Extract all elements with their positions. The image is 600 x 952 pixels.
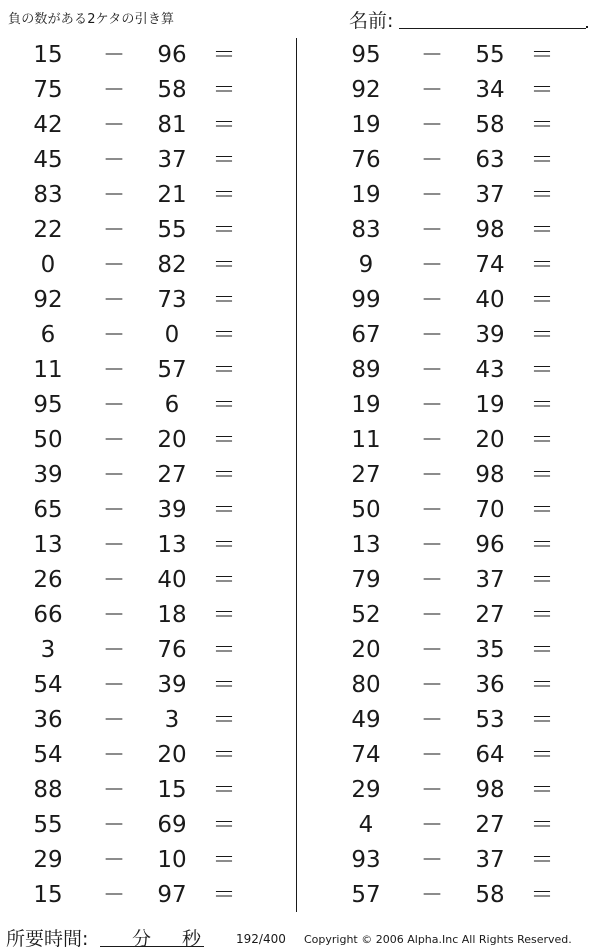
minuend: 55 (33, 812, 63, 838)
problem-row (336, 738, 556, 773)
problem-row (336, 808, 556, 843)
minus-sign: － (102, 673, 125, 698)
problem-row (336, 388, 556, 423)
problem-row (336, 423, 556, 458)
equals-sign: ＝ (530, 252, 554, 278)
subtrahend: 96 (475, 532, 505, 558)
minus-sign: － (102, 183, 125, 208)
problem-row (18, 178, 238, 213)
subtrahend: 76 (157, 637, 187, 663)
equals-sign: ＝ (212, 532, 236, 558)
minuend: 80 (351, 672, 381, 698)
minus-sign: － (102, 428, 125, 453)
minus-sign: － (102, 498, 125, 523)
minus-sign: － (102, 778, 125, 803)
problem-row (336, 248, 556, 283)
problem-row (18, 493, 238, 528)
minuend: 95 (33, 392, 63, 418)
problem-row (18, 143, 238, 178)
problem-row (18, 528, 238, 563)
minuend: 6 (40, 322, 56, 348)
minuend: 92 (351, 77, 381, 103)
problem-row (18, 738, 238, 773)
minus-sign: － (102, 43, 125, 68)
subtrahend: 57 (157, 357, 187, 383)
equals-sign: ＝ (212, 287, 236, 313)
equals-sign: ＝ (212, 497, 236, 523)
subtrahend: 64 (475, 742, 505, 768)
subtrahend: 58 (475, 882, 505, 908)
problem-row (18, 283, 238, 318)
minus-sign: － (420, 463, 443, 488)
problem-row (336, 528, 556, 563)
minuend: 13 (33, 532, 63, 558)
subtrahend: 35 (475, 637, 505, 663)
problem-row (18, 458, 238, 493)
subtrahend: 53 (475, 707, 505, 733)
minuend: 79 (351, 567, 381, 593)
name-underline (399, 28, 586, 29)
equals-sign: ＝ (212, 672, 236, 698)
subtrahend: 0 (164, 322, 180, 348)
problem-row (336, 493, 556, 528)
minus-sign: － (420, 183, 443, 208)
minuend: 88 (33, 777, 63, 803)
equals-sign: ＝ (530, 77, 554, 103)
minus-sign: － (102, 323, 125, 348)
minuend: 89 (351, 357, 381, 383)
minutes-unit: 分 (132, 928, 152, 950)
minuend: 19 (351, 392, 381, 418)
equals-sign: ＝ (212, 322, 236, 348)
subtrahend: 15 (157, 777, 187, 803)
minus-sign: － (102, 148, 125, 173)
problem-row (18, 773, 238, 808)
copyright-notice: Copyright © 2006 Alpha.Inc All Rights Reserved. (304, 933, 572, 946)
minuend: 75 (33, 77, 63, 103)
subtrahend: 6 (164, 392, 180, 418)
problem-row (18, 213, 238, 248)
equals-sign: ＝ (212, 847, 236, 873)
problem-row (18, 633, 238, 668)
subtrahend: 98 (475, 462, 505, 488)
name-label: 名前: (349, 10, 394, 32)
minus-sign: － (102, 813, 125, 838)
minus-sign: － (102, 883, 125, 908)
subtrahend: 37 (475, 567, 505, 593)
problem-row (336, 143, 556, 178)
problem-row (336, 878, 556, 913)
minus-sign: － (102, 393, 125, 418)
minus-sign: － (420, 253, 443, 278)
minuend: 57 (351, 882, 381, 908)
problem-row (336, 213, 556, 248)
equals-sign: ＝ (212, 462, 236, 488)
subtrahend: 69 (157, 812, 187, 838)
problem-row (336, 598, 556, 633)
equals-sign: ＝ (212, 567, 236, 593)
footer (0, 920, 600, 952)
minus-sign: － (102, 603, 125, 628)
minuend: 52 (351, 602, 381, 628)
minuend: 9 (358, 252, 374, 278)
minus-sign: － (420, 638, 443, 663)
minuend: 39 (33, 462, 63, 488)
minuend: 3 (40, 637, 56, 663)
minuend: 22 (33, 217, 63, 243)
minuend: 0 (40, 252, 56, 278)
minus-sign: － (420, 568, 443, 593)
subtrahend: 98 (475, 217, 505, 243)
minus-sign: － (420, 288, 443, 313)
subtrahend: 74 (475, 252, 505, 278)
minus-sign: － (102, 253, 125, 278)
subtrahend: 27 (475, 602, 505, 628)
equals-sign: ＝ (212, 707, 236, 733)
subtrahend: 34 (475, 77, 505, 103)
subtrahend: 82 (157, 252, 187, 278)
equals-sign: ＝ (530, 602, 554, 628)
seconds-unit: 秒 (182, 928, 202, 950)
minus-sign: － (420, 358, 443, 383)
minus-sign: － (420, 428, 443, 453)
problem-row (18, 248, 238, 283)
equals-sign: ＝ (212, 812, 236, 838)
minus-sign: － (102, 568, 125, 593)
problem-row (336, 703, 556, 738)
equals-sign: ＝ (530, 322, 554, 348)
subtrahend: 81 (157, 112, 187, 138)
problem-row (18, 878, 238, 913)
subtrahend: 40 (475, 287, 505, 313)
minus-sign: － (102, 848, 125, 873)
problem-row (18, 73, 238, 108)
minuend: 49 (351, 707, 381, 733)
page-number: 192/400 (236, 932, 286, 946)
subtrahend: 20 (157, 427, 187, 453)
minuend: 15 (33, 882, 63, 908)
subtrahend: 19 (475, 392, 505, 418)
equals-sign: ＝ (212, 182, 236, 208)
subtrahend: 70 (475, 497, 505, 523)
minuend: 29 (351, 777, 381, 803)
subtrahend: 58 (475, 112, 505, 138)
worksheet-title: 負の数がある2ケタの引き算 (8, 12, 175, 27)
minuend: 76 (351, 147, 381, 173)
problem-row (336, 773, 556, 808)
minus-sign: － (420, 218, 443, 243)
minuend: 74 (351, 742, 381, 768)
minus-sign: － (102, 288, 125, 313)
problem-row (18, 808, 238, 843)
time-label: 所要時間: (6, 928, 89, 950)
equals-sign: ＝ (212, 357, 236, 383)
problem-row (336, 633, 556, 668)
equals-sign: ＝ (530, 637, 554, 663)
minus-sign: － (102, 743, 125, 768)
equals-sign: ＝ (530, 427, 554, 453)
minuend: 50 (351, 497, 381, 523)
problem-row (18, 353, 238, 388)
equals-sign: ＝ (530, 777, 554, 803)
minuend: 19 (351, 112, 381, 138)
minus-sign: － (420, 813, 443, 838)
minus-sign: － (420, 393, 443, 418)
subtrahend: 21 (157, 182, 187, 208)
equals-sign: ＝ (530, 672, 554, 698)
subtrahend: 27 (475, 812, 505, 838)
minus-sign: － (420, 43, 443, 68)
minuend: 42 (33, 112, 63, 138)
subtrahend: 55 (475, 42, 505, 68)
equals-sign: ＝ (530, 567, 554, 593)
minus-sign: － (102, 533, 125, 558)
subtrahend: 3 (164, 707, 180, 733)
equals-sign: ＝ (530, 112, 554, 138)
minuend: 27 (351, 462, 381, 488)
minuend: 13 (351, 532, 381, 558)
problem-row (336, 318, 556, 353)
problem-row (18, 703, 238, 738)
equals-sign: ＝ (530, 392, 554, 418)
minus-sign: － (102, 708, 125, 733)
subtrahend: 37 (157, 147, 187, 173)
minus-sign: － (420, 743, 443, 768)
minuend: 83 (351, 217, 381, 243)
minuend: 11 (351, 427, 381, 453)
equals-sign: ＝ (212, 147, 236, 173)
minus-sign: － (102, 78, 125, 103)
minus-sign: － (420, 533, 443, 558)
minus-sign: － (102, 638, 125, 663)
minuend: 45 (33, 147, 63, 173)
equals-sign: ＝ (212, 882, 236, 908)
subtrahend: 39 (475, 322, 505, 348)
equals-sign: ＝ (212, 427, 236, 453)
minuend: 19 (351, 182, 381, 208)
subtrahend: 37 (475, 847, 505, 873)
problem-row (18, 668, 238, 703)
minuend: 20 (351, 637, 381, 663)
problem-row (18, 843, 238, 878)
equals-sign: ＝ (212, 42, 236, 68)
minuend: 54 (33, 742, 63, 768)
minuend: 26 (33, 567, 63, 593)
subtrahend: 55 (157, 217, 187, 243)
problem-row (336, 73, 556, 108)
problem-row (336, 458, 556, 493)
equals-sign: ＝ (530, 707, 554, 733)
minuend: 54 (33, 672, 63, 698)
minuend: 66 (33, 602, 63, 628)
problem-row (336, 38, 556, 73)
minuend: 15 (33, 42, 63, 68)
minus-sign: － (102, 218, 125, 243)
equals-sign: ＝ (530, 147, 554, 173)
equals-sign: ＝ (212, 742, 236, 768)
equals-sign: ＝ (530, 462, 554, 488)
minus-sign: － (420, 498, 443, 523)
equals-sign: ＝ (530, 497, 554, 523)
problem-row (18, 108, 238, 143)
minus-sign: － (420, 603, 443, 628)
subtrahend: 96 (157, 42, 187, 68)
problem-row (18, 318, 238, 353)
subtrahend: 98 (475, 777, 505, 803)
subtrahend: 39 (157, 672, 187, 698)
subtrahend: 63 (475, 147, 505, 173)
minuend: 99 (351, 287, 381, 313)
subtrahend: 58 (157, 77, 187, 103)
minuend: 36 (33, 707, 63, 733)
equals-sign: ＝ (212, 777, 236, 803)
minuend: 83 (33, 182, 63, 208)
problem-row (18, 38, 238, 73)
equals-sign: ＝ (530, 882, 554, 908)
minuend: 50 (33, 427, 63, 453)
minus-sign: － (102, 463, 125, 488)
subtrahend: 43 (475, 357, 505, 383)
minus-sign: － (420, 78, 443, 103)
subtrahend: 18 (157, 602, 187, 628)
minus-sign: － (420, 883, 443, 908)
equals-sign: ＝ (530, 287, 554, 313)
equals-sign: ＝ (212, 637, 236, 663)
subtrahend: 39 (157, 497, 187, 523)
minus-sign: － (420, 778, 443, 803)
equals-sign: ＝ (530, 42, 554, 68)
equals-sign: ＝ (212, 602, 236, 628)
name-field (349, 6, 393, 30)
subtrahend: 37 (475, 182, 505, 208)
problem-row (336, 563, 556, 598)
subtrahend: 97 (157, 882, 187, 908)
minus-sign: － (102, 113, 125, 138)
problem-row (336, 178, 556, 213)
problem-row (18, 563, 238, 598)
subtrahend: 36 (475, 672, 505, 698)
equals-sign: ＝ (212, 112, 236, 138)
subtrahend: 20 (157, 742, 187, 768)
problem-row (336, 108, 556, 143)
equals-sign: ＝ (212, 252, 236, 278)
subtrahend: 10 (157, 847, 187, 873)
minuend: 11 (33, 357, 63, 383)
minuend: 67 (351, 322, 381, 348)
column-divider (296, 38, 297, 912)
subtrahend: 20 (475, 427, 505, 453)
subtrahend: 40 (157, 567, 187, 593)
minuend: 92 (33, 287, 63, 313)
subtrahend: 27 (157, 462, 187, 488)
minuend: 65 (33, 497, 63, 523)
subtrahend: 73 (157, 287, 187, 313)
equals-sign: ＝ (212, 217, 236, 243)
equals-sign: ＝ (530, 182, 554, 208)
problem-row (18, 598, 238, 633)
equals-sign: ＝ (530, 217, 554, 243)
minus-sign: － (420, 673, 443, 698)
problem-row (18, 388, 238, 423)
equals-sign: ＝ (530, 847, 554, 873)
minus-sign: － (420, 113, 443, 138)
equals-sign: ＝ (530, 812, 554, 838)
problem-row (336, 353, 556, 388)
problem-row (336, 668, 556, 703)
minuend: 93 (351, 847, 381, 873)
minus-sign: － (102, 358, 125, 383)
minus-sign: － (420, 848, 443, 873)
subtrahend: 13 (157, 532, 187, 558)
minuend: 29 (33, 847, 63, 873)
problem-row (18, 423, 238, 458)
equals-sign: ＝ (530, 357, 554, 383)
equals-sign: ＝ (212, 77, 236, 103)
minuend: 4 (358, 812, 374, 838)
equals-sign: ＝ (530, 532, 554, 558)
minus-sign: － (420, 148, 443, 173)
problem-row (336, 843, 556, 878)
problem-row (336, 283, 556, 318)
minus-sign: － (420, 323, 443, 348)
minus-sign: － (420, 708, 443, 733)
equals-sign: ＝ (530, 742, 554, 768)
minuend: 95 (351, 42, 381, 68)
equals-sign: ＝ (212, 392, 236, 418)
